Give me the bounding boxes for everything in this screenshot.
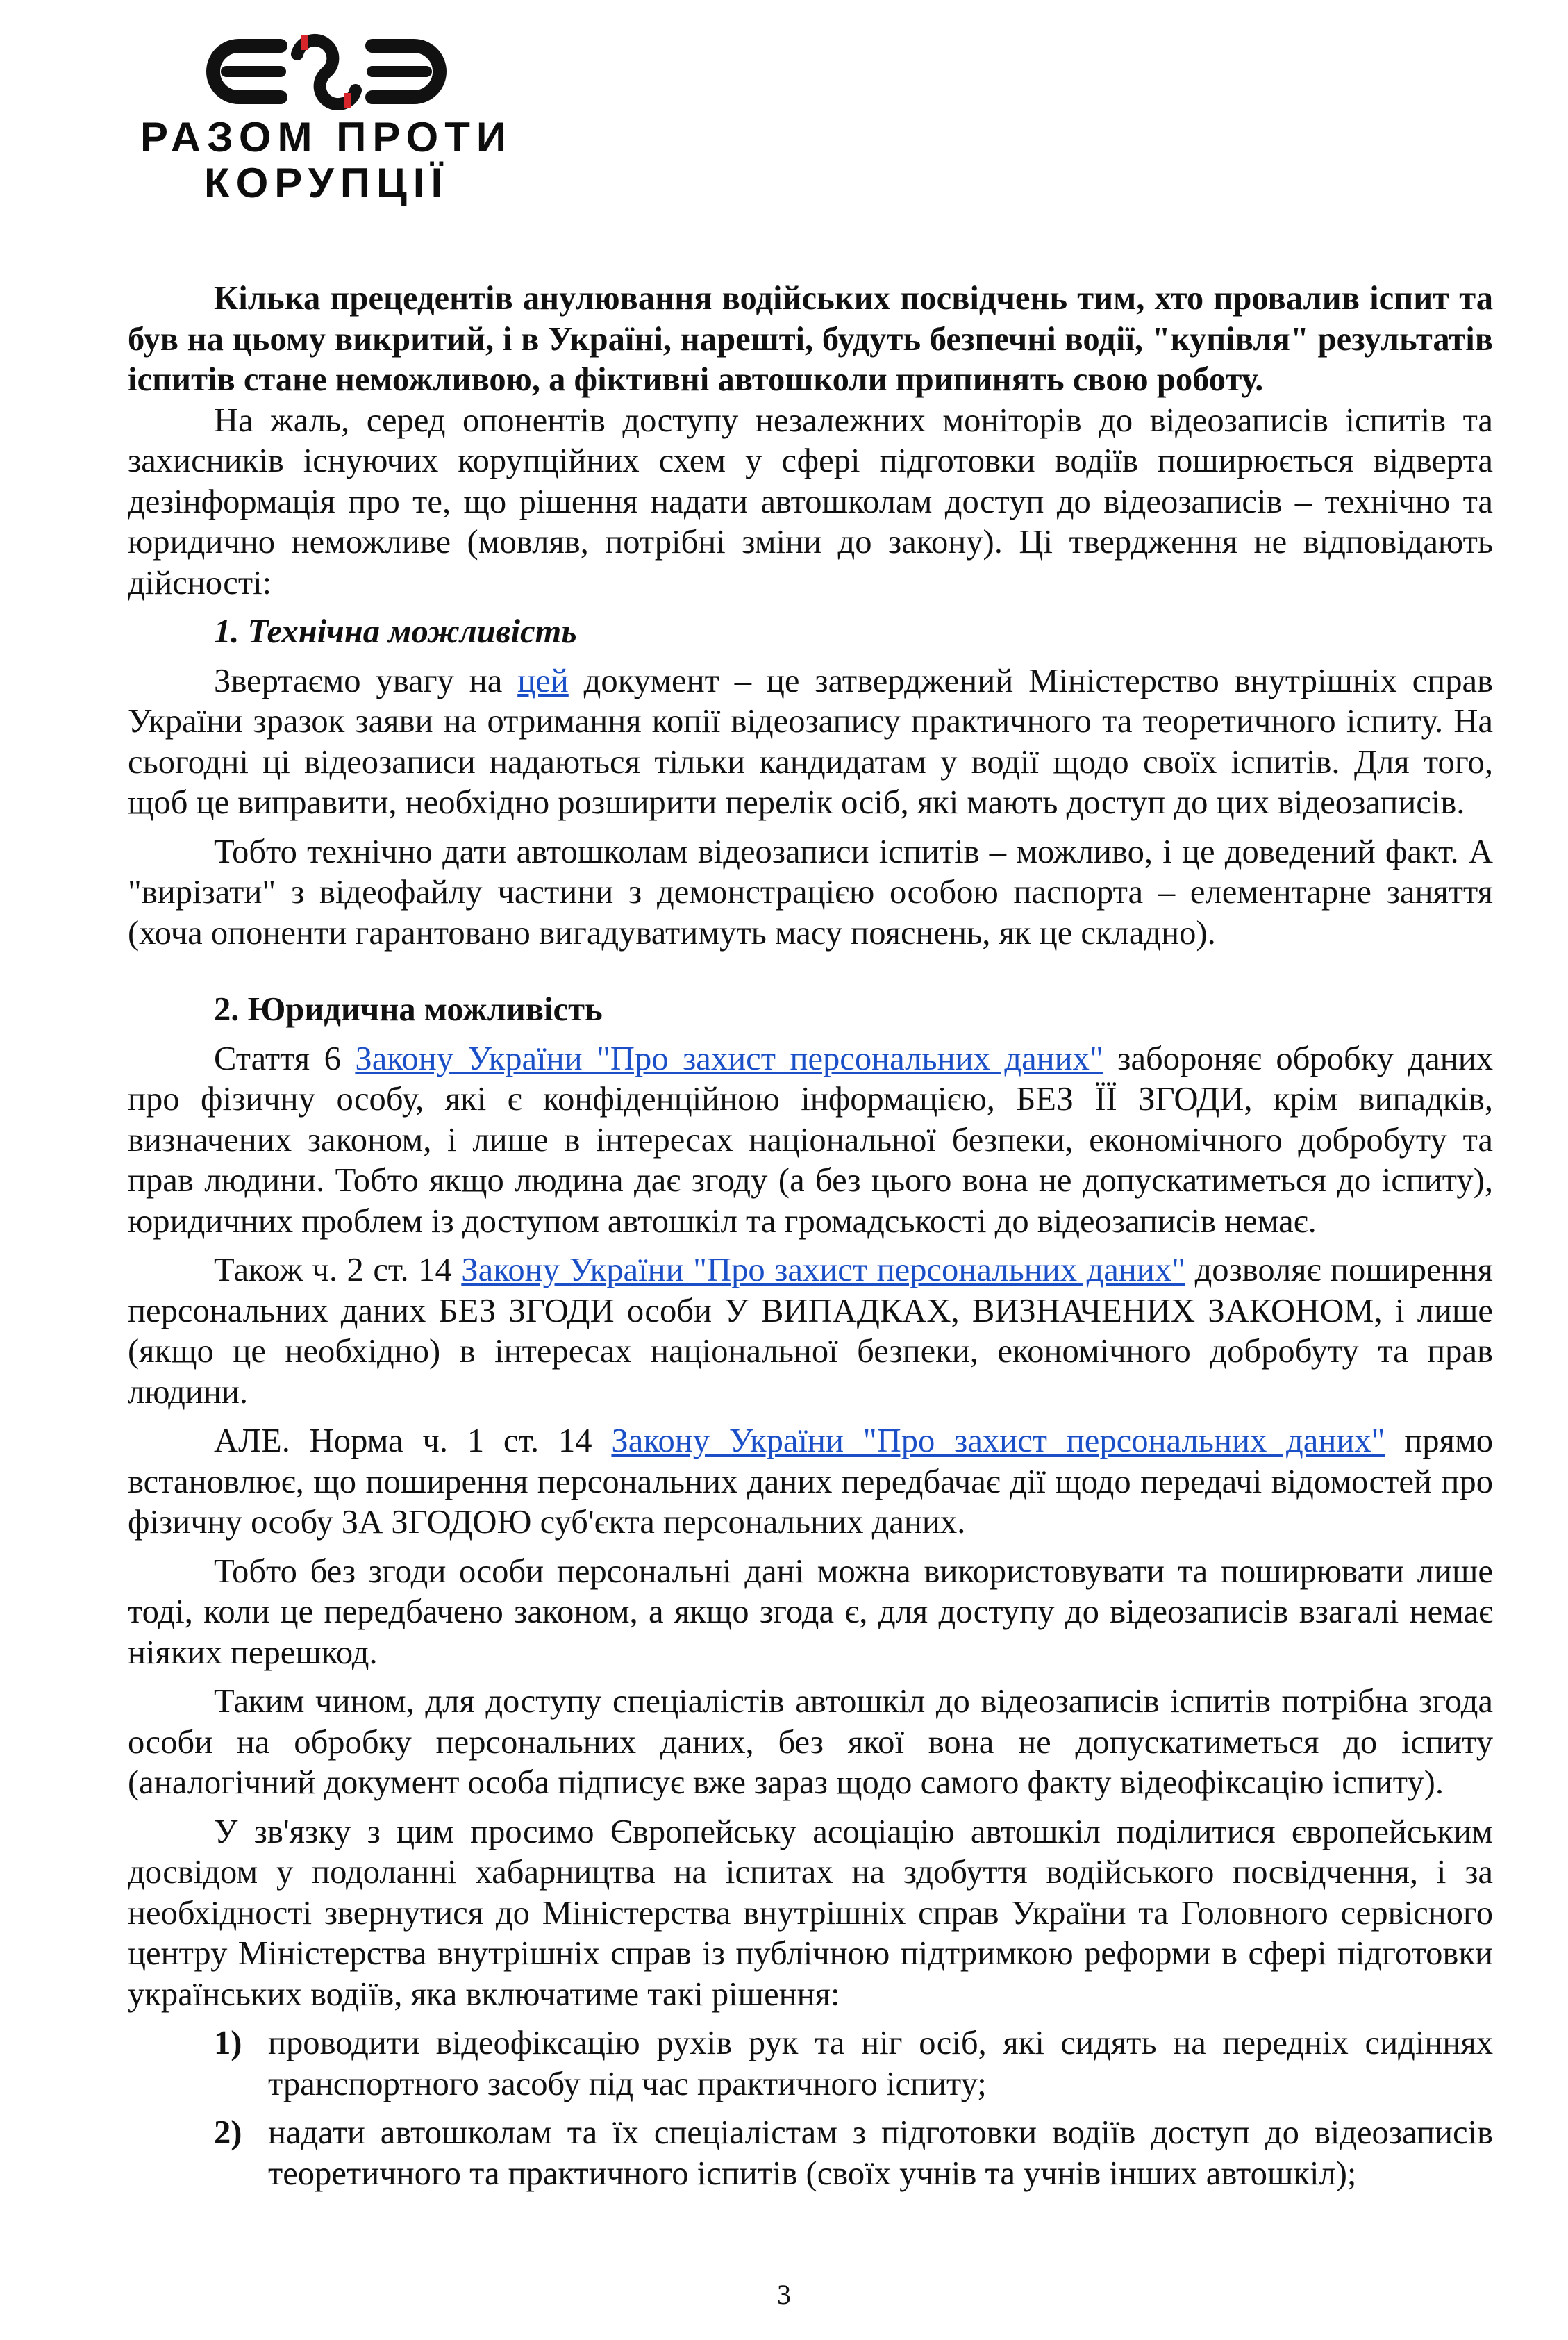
text: документ – це затверджений Міністерство внутрішніх справ України зразок заяви на отримання копії відеозапису практичного та теоретичного іспиту. На сьогодні ці відеозаписи надаються тільки кандидатам у водії щодо своїх іспитів. Для того, щоб це виправити, необхідно розширити перелік осіб, які мають доступ до цих відеозаписів. xyxy=(128,661,1493,821)
text: Звертаємо увагу на xyxy=(214,661,518,699)
paragraph-article-6 xyxy=(128,1038,1493,1242)
intro-paragraph: Кілька прецедентів анулювання водійських посвідчень тим, хто провалив іспит та був на цьому викритий, і в Україні, нарешті, будуть безпечні водії, "купівля" результатів іспитів стане неможливою, а фіктивні автошколи припинять свою роботу. xyxy=(128,279,1493,398)
list-item-number: 2) xyxy=(214,2114,242,2151)
chain-links-icon xyxy=(203,33,450,110)
list-item xyxy=(128,2112,1493,2193)
paragraph-conclusion: Таким чином, для доступу спеціалістів автошкіл до відеозаписів іспитів потрібна згода особи на обробку персональних даних, без якої вона не допускатиметься до іспиту (аналогічний документ особа підписує вже зараз щодо самого факту відеофіксацію іспиту). xyxy=(128,1682,1493,1801)
paragraph-article-14-part-1 xyxy=(128,1420,1493,1543)
law-link[interactable]: Закону України "Про захист персональних даних" xyxy=(611,1422,1385,1459)
text: АЛЕ. Норма ч. 1 ст. 14 xyxy=(214,1422,612,1459)
text: прямо встановлює, що поширення персональних даних передбачає дії щодо передачі відомостей про фізичну особу ЗА ЗГОДОЮ суб'єкта персональних даних. xyxy=(128,1422,1494,1541)
law-link[interactable]: Закону України "Про захист персональних даних" xyxy=(355,1039,1103,1077)
logo-text-line2: КОРУПЦІЇ xyxy=(203,160,449,206)
law-link[interactable]: Закону України "Про захист персональних даних" xyxy=(461,1251,1186,1288)
section-heading-legal: 2. Юридична можливість xyxy=(214,990,603,1028)
section-heading-technical: 1. Технічна можливість xyxy=(214,613,577,650)
paragraph-disinformation: На жаль, серед опонентів доступу незалежних моніторів до відеозаписів іспитів та захисників існуючих корупційних схем у сфері підготовки водіїв поширюється відверта дезінформація про те, що рішення надати автошколам доступ до відеозаписів – технічно та юридично неможливе (мовляв, потрібні зміни до закону). Ці твердження не відповідають дійсності: xyxy=(128,401,1493,601)
list-item-text: надати автошколам та їх спеціалістам з підготовки водіїв доступ до відеозаписів теоретичного та практичного іспитів (своїх учнів та учнів інших автошкіл); xyxy=(268,2114,1493,2192)
list-item xyxy=(128,2023,1493,2104)
text: Стаття 6 xyxy=(214,1039,356,1077)
logo-text-line1: РАЗОМ ПРОТИ xyxy=(140,114,512,160)
list-item-number: 1) xyxy=(214,2024,242,2061)
text: Також ч. 2 ст. 14 xyxy=(214,1251,462,1288)
paragraph-request: У зв'язку з цим просимо Європейську асоціацію автошкіл поділитися європейським досвідом у подоланні хабарництва на іспитах на здобуття водійського посвідчення, і за необхідності звернутися до Міністерства внутрішніх справ України та Головного сервісного центру Міністерства внутрішніх справ із публічною підтримкою реформи в сфері підготовки українських водіїв, яка включатиме такі рішення: xyxy=(128,1812,1493,2013)
text: дозволяє поширення персональних даних БЕЗ ЗГОДИ особи У ВИПАДКАХ, ВИЗНАЧЕНИХ ЗАКОНОМ, і лише (якщо це необхідно) в інтересах національної безпеки, економічного добробуту та прав людини. xyxy=(128,1251,1493,1411)
paragraph-technical xyxy=(128,661,1493,823)
list-item-text: проводити відеофіксацію рухів рук та ніг осіб, які сидять на передніх сидіннях транспортного засобу під час практичного іспиту; xyxy=(268,2024,1493,2102)
paragraph-technical-conclusion: Тобто технічно дати автошколам відеозаписи іспитів – можливо, і це доведений факт. А "вирізати" з відеофайлу частини з демонстрацією особою паспорта – елементарне заняття (хоча опоненти гарантовано вигадуватимуть масу пояснень, як це складно). xyxy=(128,832,1493,952)
proposals-list xyxy=(128,2023,1493,2193)
paragraph-consent: Тобто без згоди особи персональні дані можна використовувати та поширювати лише тоді, коли це передбачено законом, а якщо згода є, для доступу до відеозаписів взагалі немає ніяких перешкод. xyxy=(128,1552,1493,1671)
page-number: 3 xyxy=(777,2279,791,2310)
document-link[interactable]: цей xyxy=(517,661,569,699)
logo xyxy=(139,33,514,214)
document-body xyxy=(128,278,1493,2193)
paragraph-article-14-part-2 xyxy=(128,1250,1493,1412)
text: забороняє обробку даних про фізичну особу, які є конфіденційною інформацією, БЕЗ ЇЇ ЗГОДИ, крім випадків, визначених законом, і лише в інтересах національної безпеки, економічного добробуту та прав людини. Тобто якщо людина дає згоду (а без цього вона не допускатиметься до іспиту), юридичних проблем із доступом автошкіл та громадськості до відеозаписів немає. xyxy=(128,1039,1493,1240)
